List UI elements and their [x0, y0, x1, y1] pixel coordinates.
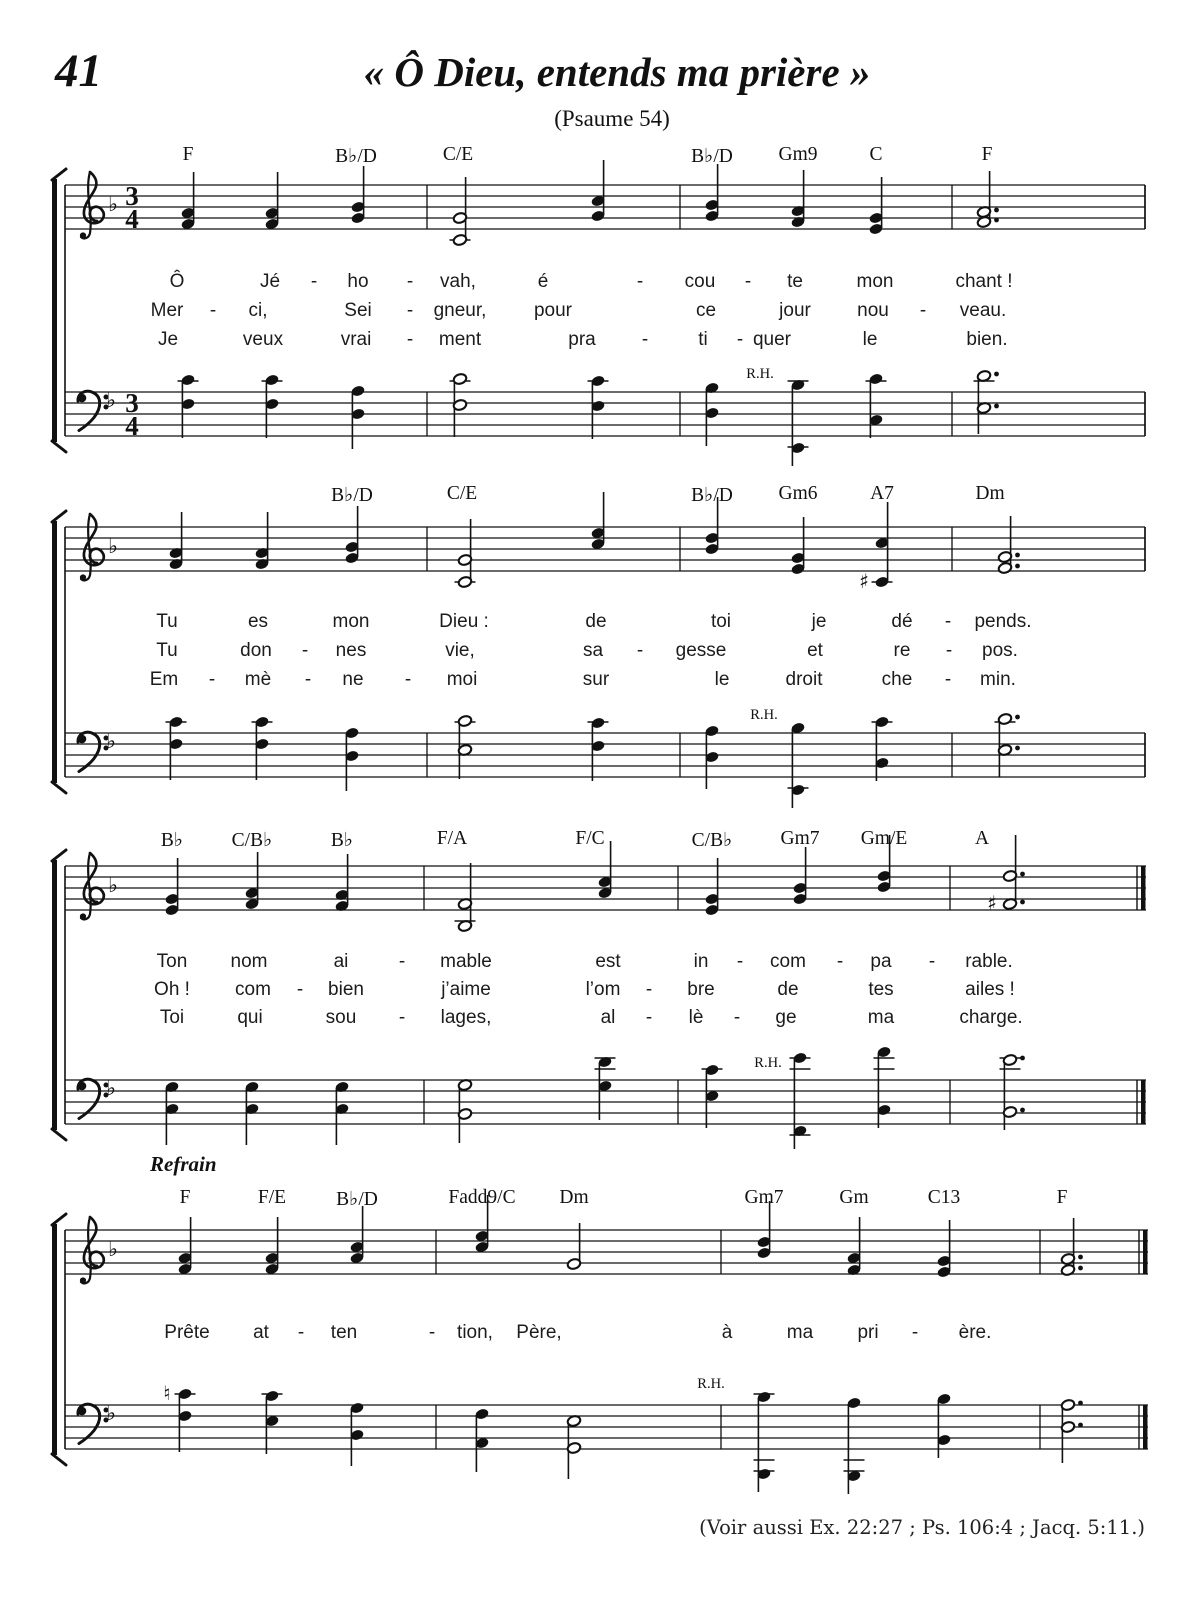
lyric-syllable: pos.: [982, 640, 1018, 661]
lyric-hyphen: -: [736, 951, 744, 972]
lyric-syllable: ma: [786, 1322, 814, 1343]
lyric-syllable: de: [585, 611, 607, 632]
chord-symbol: B♭/D: [691, 146, 733, 167]
chord-symbol: F/E: [257, 1187, 287, 1208]
lyric-syllable: don: [240, 640, 272, 661]
lyric-hyphen: -: [911, 1322, 919, 1343]
lyric-hyphen: -: [310, 271, 318, 292]
lyric-syllable: ce: [695, 300, 717, 321]
lyric-syllable: lè: [688, 1007, 704, 1028]
chord-symbol: F: [182, 144, 194, 165]
lyric-hyphen: -: [404, 669, 412, 690]
lyric-syllable: cou: [684, 271, 716, 292]
lyric-syllable: toi: [710, 611, 732, 632]
chord-symbol: A: [974, 828, 990, 849]
lyric-syllable: Oh !: [154, 979, 190, 1000]
lyric-hyphen: -: [945, 640, 953, 661]
lyric-syllable: charge.: [959, 1007, 1023, 1028]
lyric-syllable: ge: [775, 1007, 797, 1028]
svg-text:♮: ♮: [163, 1381, 171, 1405]
lyric-hyphen: -: [428, 1322, 436, 1343]
lyric-hyphen: -: [645, 979, 653, 1000]
lyric-syllable: Père,: [516, 1322, 562, 1343]
chord-symbol: C/E: [442, 144, 474, 165]
lyric-syllable: est: [595, 951, 621, 972]
lyric-syllable: bien: [328, 979, 364, 1000]
lyric-syllable: Dieu :: [439, 611, 489, 632]
lyric-syllable: re: [893, 640, 911, 661]
lyric-syllable: che: [881, 669, 913, 690]
lyric-hyphen: -: [733, 1007, 741, 1028]
lyric-hyphen: -: [296, 979, 304, 1000]
lyric-syllable: Sei: [344, 300, 372, 321]
chord-symbol: C: [869, 144, 883, 165]
lyric-hyphen: -: [944, 611, 952, 632]
lyric-syllable: nes: [335, 640, 367, 661]
song-number: 41: [55, 45, 102, 97]
lyric-hyphen: -: [208, 669, 216, 690]
chord-symbol: F: [1056, 1187, 1068, 1208]
chord-symbol: F: [981, 144, 993, 165]
lyric-hyphen: -: [928, 951, 936, 972]
lyric-hyphen: -: [209, 300, 217, 321]
chord-symbol: B♭/D: [335, 146, 377, 167]
svg-text:3: 3: [125, 388, 139, 418]
lyric-hyphen: -: [398, 1007, 406, 1028]
lyric-syllable: ment: [438, 329, 482, 350]
lyric-syllable: à: [721, 1322, 733, 1343]
lyric-syllable: mable: [440, 951, 492, 972]
chord-symbol: F/A: [436, 828, 468, 849]
lyric-syllable: l’om: [585, 979, 621, 1000]
lyric-syllable: at: [253, 1322, 269, 1343]
chord-symbol: Gm/E: [860, 828, 908, 849]
lyric-syllable: ti: [698, 329, 708, 350]
chord-symbol: Dm: [975, 483, 1005, 504]
lyric-syllable: Prête: [164, 1322, 210, 1343]
lyric-syllable: veux: [242, 329, 284, 350]
lyric-syllable: gneur,: [433, 300, 487, 321]
lyric-hyphen: -: [398, 951, 406, 972]
svg-text:3: 3: [125, 181, 139, 211]
lyric-syllable: tes: [868, 979, 894, 1000]
lyric-syllable: j’aime: [441, 979, 491, 1000]
chord-symbol: Gm6: [778, 483, 818, 504]
lyric-hyphen: -: [641, 329, 649, 350]
lyric-hyphen: -: [736, 329, 744, 350]
lyric-syllable: droit: [785, 669, 823, 690]
song-subtitle: (Psaume 54): [554, 106, 670, 131]
svg-text:♭: ♭: [106, 388, 116, 412]
chord-symbol: B♭/D: [336, 1189, 378, 1210]
lyric-syllable: Ô: [169, 271, 185, 292]
chord-symbol: C/B♭: [691, 830, 733, 851]
lyric-syllable: te: [787, 271, 803, 292]
right-hand-label: R.H.: [750, 707, 778, 723]
lyric-syllable: vah,: [440, 271, 476, 292]
lyric-syllable: moi: [446, 669, 478, 690]
lyric-syllable: com: [770, 951, 806, 972]
chord-symbol: Gm7: [780, 828, 820, 849]
lyric-syllable: Toi: [159, 1007, 185, 1028]
lyric-hyphen: -: [297, 1322, 305, 1343]
lyric-syllable: rable.: [965, 951, 1013, 972]
chord-symbol: B♭: [160, 830, 184, 851]
lyric-syllable: Jé: [259, 271, 281, 292]
lyric-hyphen: -: [304, 669, 312, 690]
chord-symbol: A7: [870, 483, 894, 504]
chord-symbol: B♭/D: [331, 485, 373, 506]
svg-text:♭: ♭: [108, 873, 118, 897]
lyric-syllable: al: [600, 1007, 616, 1028]
lyric-syllable: é: [537, 271, 549, 292]
lyric-syllable: es: [247, 611, 269, 632]
chord-symbol: Gm: [839, 1187, 869, 1208]
lyric-syllable: ten: [330, 1322, 358, 1343]
lyric-syllable: nom: [230, 951, 268, 972]
chord-symbol: Gm9: [778, 144, 818, 165]
lyric-syllable: vrai: [340, 329, 372, 350]
lyric-syllable: je: [811, 611, 827, 632]
lyric-syllable: ailes !: [965, 979, 1015, 1000]
chord-symbol: B♭/D: [691, 485, 733, 506]
lyric-syllable: vie,: [445, 640, 475, 661]
lyric-syllable: min.: [980, 669, 1016, 690]
lyric-syllable: dé: [891, 611, 913, 632]
svg-text:♭: ♭: [106, 1401, 116, 1425]
lyric-syllable: le: [862, 329, 878, 350]
lyric-hyphen: -: [836, 951, 844, 972]
svg-text:♭: ♭: [108, 534, 118, 558]
lyric-syllable: qui: [237, 1007, 263, 1028]
svg-text:4: 4: [125, 204, 139, 234]
lyric-syllable: ma: [867, 1007, 895, 1028]
lyric-syllable: Em: [149, 669, 179, 690]
chord-symbol: C/E: [446, 483, 478, 504]
lyric-syllable: ère.: [958, 1322, 992, 1343]
scripture-references: (Voir aussi Ex. 22:27 ; Ps. 106:4 ; Jacq. 5:11.): [699, 1516, 1145, 1539]
chord-symbol: Gm7: [744, 1187, 784, 1208]
lyric-syllable: le: [714, 669, 730, 690]
chord-symbol: B♭: [330, 830, 354, 851]
lyric-syllable: mè: [244, 669, 272, 690]
lyric-syllable: sou: [325, 1007, 357, 1028]
chord-symbol: C13: [927, 1187, 961, 1208]
lyric-syllable: pends.: [974, 611, 1032, 632]
lyric-syllable: veau.: [959, 300, 1007, 321]
lyric-syllable: et: [807, 640, 823, 661]
chord-symbol: Dm: [559, 1187, 589, 1208]
lyric-syllable: de: [777, 979, 799, 1000]
lyric-syllable: com: [235, 979, 271, 1000]
lyric-syllable: pour: [533, 300, 573, 321]
lyric-hyphen: -: [406, 300, 414, 321]
lyric-syllable: pa: [870, 951, 892, 972]
lyric-syllable: mon: [332, 611, 370, 632]
lyric-syllable: ci,: [248, 300, 268, 321]
lyric-syllable: jour: [779, 300, 811, 321]
svg-text:4: 4: [125, 411, 139, 441]
lyric-hyphen: -: [301, 640, 309, 661]
lyric-syllable: chant !: [955, 271, 1013, 292]
lyric-syllable: Mer: [150, 300, 184, 321]
lyric-hyphen: -: [944, 669, 952, 690]
lyric-syllable: bre: [687, 979, 715, 1000]
lyric-syllable: nou: [857, 300, 889, 321]
lyric-syllable: Tu: [156, 611, 178, 632]
lyric-hyphen: -: [636, 640, 644, 661]
lyric-hyphen: -: [744, 271, 752, 292]
lyric-hyphen: -: [919, 300, 927, 321]
lyric-syllable: tion,: [457, 1322, 493, 1343]
svg-text:♭: ♭: [108, 1237, 118, 1261]
right-hand-label: R.H.: [697, 1376, 725, 1392]
system-4: [52, 1195, 1148, 1494]
chord-symbol: C/B♭: [231, 830, 273, 851]
chord-symbol: Fadd9/C: [448, 1187, 516, 1208]
lyric-hyphen: -: [636, 271, 644, 292]
svg-text:♯: ♯: [987, 891, 997, 915]
lyric-syllable: bien.: [966, 329, 1008, 350]
lyric-syllable: in: [693, 951, 709, 972]
svg-text:♯: ♯: [859, 569, 869, 593]
lyric-syllable: Tu: [156, 640, 178, 661]
lyric-syllable: quer: [752, 329, 792, 350]
right-hand-label: R.H.: [754, 1055, 782, 1071]
lyric-hyphen: -: [406, 329, 414, 350]
svg-text:♭: ♭: [106, 729, 116, 753]
svg-text:♭: ♭: [108, 192, 118, 216]
svg-text:♭: ♭: [106, 1076, 116, 1100]
lyric-hyphen: -: [406, 271, 414, 292]
right-hand-label: R.H.: [746, 366, 774, 382]
lyric-syllable: sa: [582, 640, 604, 661]
lyric-syllable: pri: [857, 1322, 879, 1343]
lyric-syllable: mon: [856, 271, 894, 292]
lyric-syllable: sur: [582, 669, 610, 690]
lyric-syllable: ho: [347, 271, 369, 292]
lyric-syllable: gesse: [675, 640, 727, 661]
chord-symbol: F: [179, 1187, 191, 1208]
chord-symbol: F/C: [575, 828, 605, 849]
song-title: « Ô Dieu, entends ma prière »: [363, 49, 871, 95]
lyric-syllable: pra: [568, 329, 596, 350]
lyric-syllable: lages,: [440, 1007, 492, 1028]
lyric-syllable: Je: [157, 329, 179, 350]
refrain-label: Refrain: [150, 1152, 217, 1176]
lyric-syllable: Ton: [156, 951, 188, 972]
lyric-hyphen: -: [645, 1007, 653, 1028]
lyric-syllable: ai: [333, 951, 349, 972]
lyric-syllable: ne: [342, 669, 364, 690]
